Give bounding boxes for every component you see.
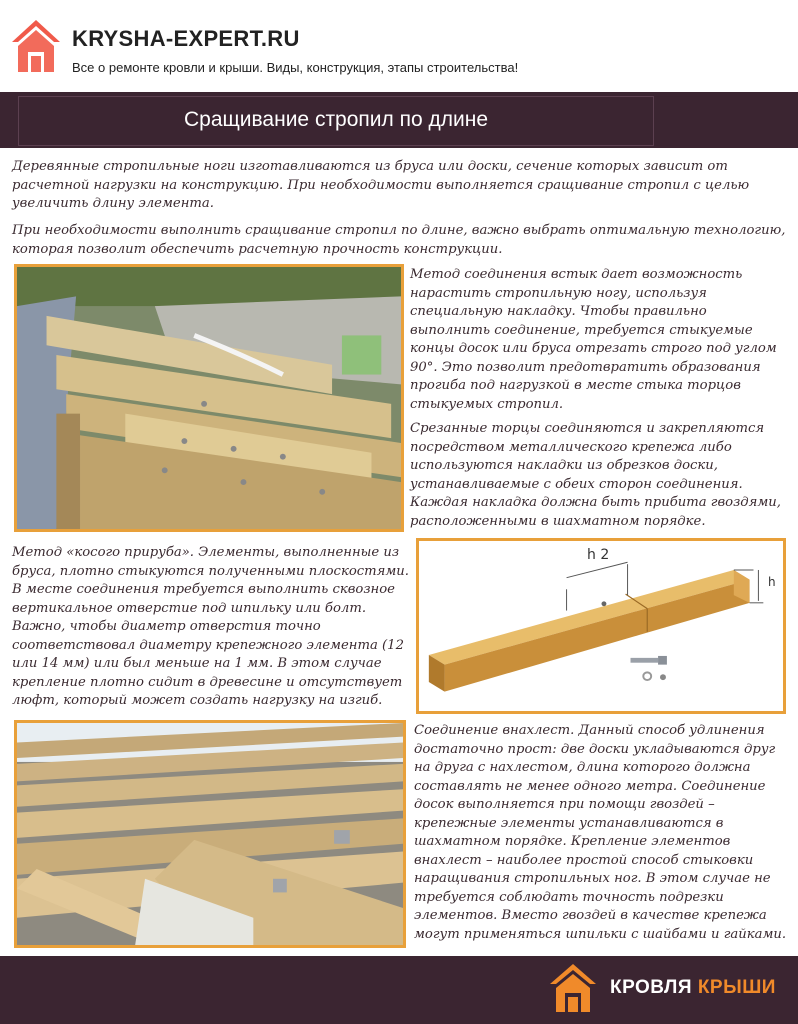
butt-joint-photo: [14, 264, 404, 532]
footer-brand-word-1: КРОВЛЯ: [610, 977, 693, 998]
title-bar: [18, 96, 654, 146]
overlap-joint-photo: [14, 720, 406, 948]
intro-paragraph-2: При необходимости выполнить сращивание стропил по длине, важно выбрать оптимальную технологию, которая позволит обеспечить расчетную прочность конструкции.: [12, 223, 786, 257]
oblique-cut-diagram: [416, 538, 786, 714]
house-logo-icon[interactable]: [10, 18, 62, 76]
page-title: Сращивание стропил по длине: [183, 108, 489, 131]
roof-logo-icon[interactable]: [548, 962, 598, 1014]
oblique-cut-paragraph: Метод «косого прируба». Элементы, выполненные из бруса, плотно стыкуются полученными плоскостями. В месте соединения требуется выполнить сквозное вертикальное отверстие под шпильку или болт. Важно, чтобы диаметр отверстия точно соответствовал диаметру крепежного элемента (12 или 14 мм) или был меньше на 1 мм. В этом случае крепление плотно сидит в древесине и отсутствует люфт, который может создать нагрузку на изгиб.: [12, 545, 409, 708]
diagram-label-h2: h 2: [587, 547, 610, 563]
butt-joint-paragraph-2: Срезанные торцы соединяются и закрепляются посредством металлического крепежа либо используются накладки из обрезков доски, устанавливаемые с обеих сторон соединения. Каждая накладка должна быть прибита гвоздями, расположенными в шахматном порядке.: [410, 421, 781, 529]
site-header: [0, 0, 798, 92]
article-content: [0, 148, 798, 956]
site-name[interactable]: KRYSHA-EXPERT.RU: [72, 26, 300, 51]
footer-brand-word-2: КРЫШИ: [697, 977, 776, 998]
footer-brand[interactable]: [610, 977, 776, 999]
intro-paragraph-1: Деревянные стропильные ноги изготавливаются из бруса или доски, сечение которых зависит от расчетной нагрузки на конструкцию. При необходимости выполняется сращивание стропил с целью увеличить длину элемента.: [12, 159, 750, 211]
site-tagline: Все о ремонте кровли и крыши. Виды, конструкция, этапы строительства!: [72, 60, 519, 75]
diagram-label-h: h: [768, 575, 776, 589]
overlap-joint-paragraph: Соединение внахлест. Данный способ удлинения достаточно прост: две доски укладываются друг на друга с нахлестом, длина которого должна составлять не менее одного метра. Соединение досок выполняется при помощи гвоздей – крепежные элементы устанавливаются в шахматном порядке. Крепление элементов внахлест – наиболее простой способ стыковки наращивания стропильных ног. В этом случае не требуется соблюдать точность подрезки элементов. Вместо гвоздей в качестве крепежа могут применяться шпильки с шайбами и гайками.: [414, 723, 787, 942]
butt-joint-paragraph-1: Метод соединения встык дает возможность нарастить стропильную ногу, используя специальную накладку. Чтобы правильно выполнить соединение, требуется стыкуемые концы досок или бруса отрезать строго под углом 90°. Это позволит предотвратить образования прогиба под нагрузкой в месте стыка торцов стыкуемых стропил.: [410, 267, 777, 412]
